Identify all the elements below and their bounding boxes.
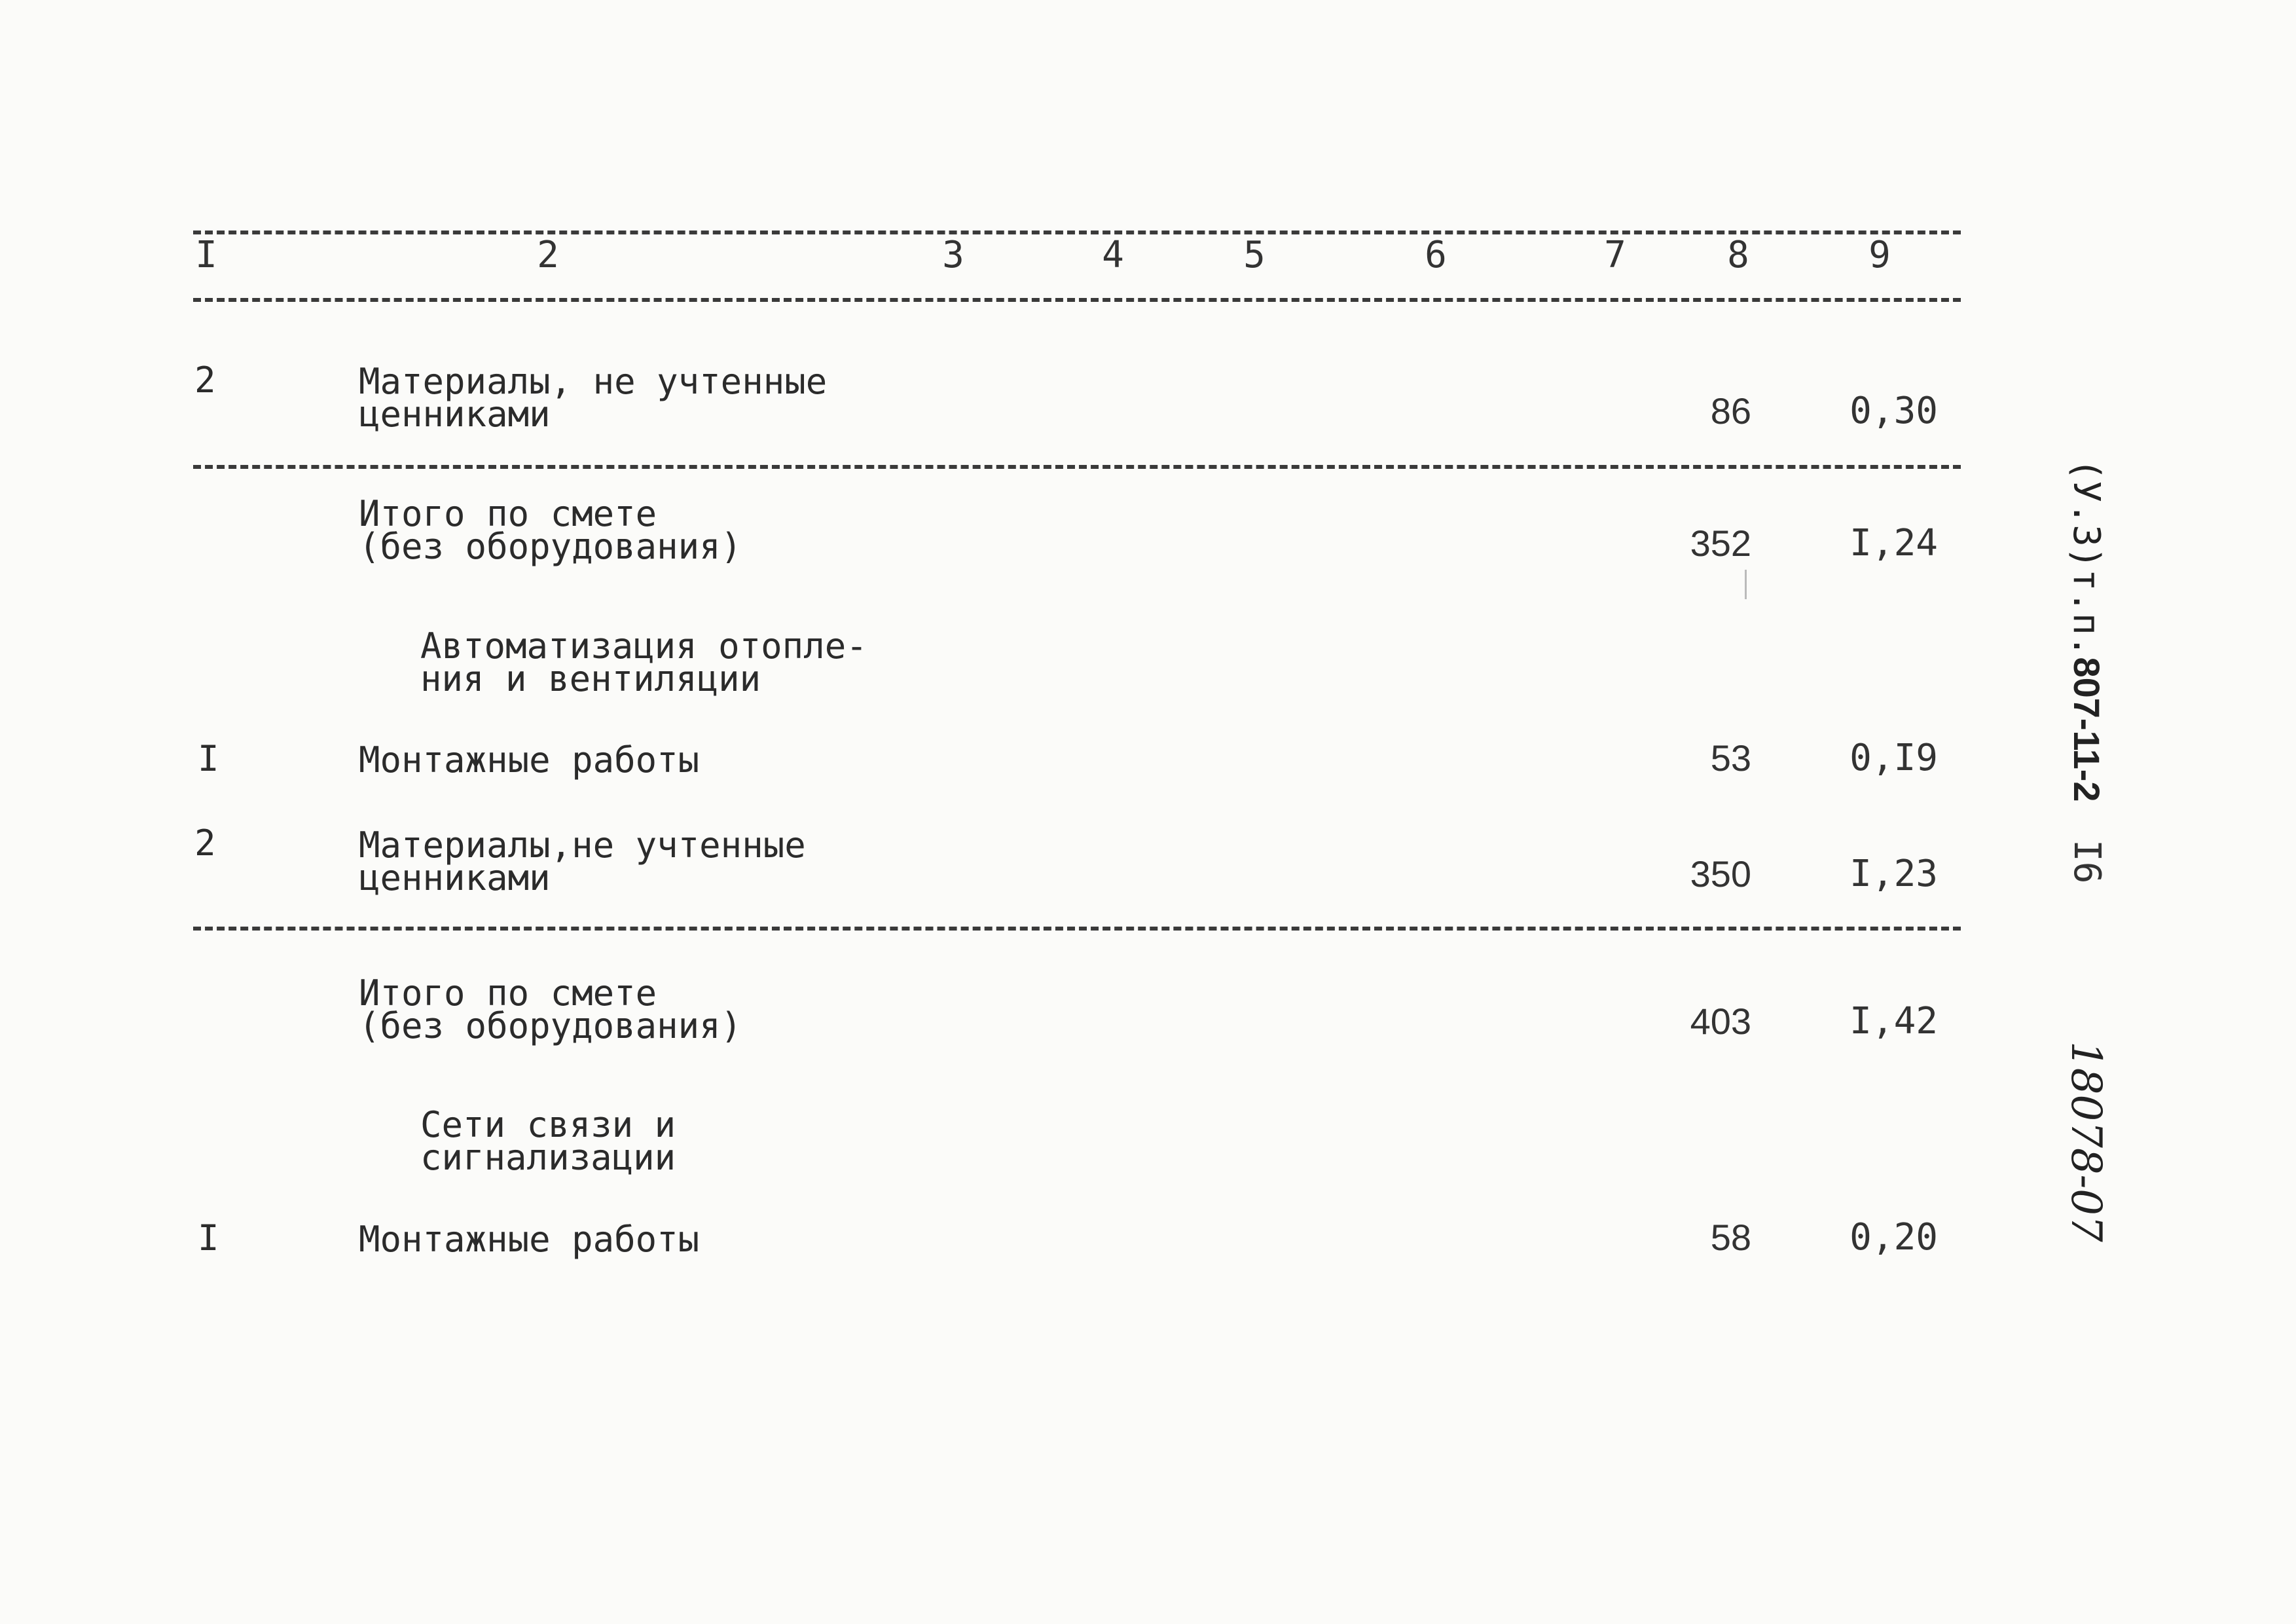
column-number: 6	[1425, 234, 1447, 276]
cost-col-9: I,23	[1850, 853, 1938, 895]
cost-col-9: I,24	[1850, 522, 1938, 564]
section-heading-line: ния и вентиляции	[420, 658, 761, 699]
column-number: I	[195, 234, 217, 276]
subtotal-label-line: (без оборудования)	[359, 1005, 742, 1046]
column-number: 8	[1727, 234, 1749, 276]
subtotal-rule	[193, 927, 1961, 931]
archive-number: 18078-07	[2062, 1041, 2110, 1242]
cost-col-8: 403	[1690, 1001, 1751, 1042]
subtotal-label-line: (без оборудования)	[359, 526, 742, 567]
pencil-mark	[1745, 570, 1747, 599]
row-number: 2	[194, 360, 216, 401]
column-number: 7	[1604, 234, 1626, 276]
subtotal-label-line: Итого по смете	[359, 493, 657, 534]
cost-col-9: 0,I9	[1850, 737, 1938, 779]
section-heading-line: сигнализации	[420, 1137, 676, 1178]
header-bottom-rule	[193, 298, 1961, 302]
cost-col-8: 58	[1710, 1217, 1751, 1258]
item-name-line: Материалы, не учтенные	[359, 361, 828, 402]
column-number: 2	[537, 234, 559, 276]
item-name-line: ценниками	[359, 857, 551, 898]
subtotal-label-line: Итого по смете	[359, 972, 657, 1014]
document-code	[2065, 458, 2107, 802]
column-number: 9	[1868, 234, 1891, 276]
item-name-line: Монтажные работы	[359, 1219, 700, 1260]
subtotal-rule	[193, 465, 1961, 469]
cost-col-8: 350	[1690, 853, 1751, 895]
document-code-prefix: (У.3)т.п.	[2065, 458, 2107, 657]
row-number: I	[198, 738, 219, 779]
item-name-line: Монтажные работы	[359, 739, 700, 781]
cost-col-9: 0,30	[1850, 390, 1938, 432]
column-number: 3	[942, 234, 964, 276]
column-number: 4	[1102, 234, 1124, 276]
cost-col-9: I,42	[1850, 1000, 1938, 1043]
column-number: 5	[1243, 234, 1266, 276]
row-number: 2	[194, 822, 216, 864]
section-heading-line: Сети связи и	[420, 1104, 676, 1145]
cost-col-8: 53	[1710, 737, 1751, 779]
page-number: I6	[2066, 840, 2108, 884]
row-number: I	[198, 1217, 219, 1259]
cost-col-9: 0,20	[1850, 1216, 1938, 1259]
cost-col-8: 86	[1710, 390, 1751, 432]
section-heading-line: Автоматизация отопле-	[420, 625, 867, 667]
document-code-number: 807-11-2	[2066, 657, 2107, 802]
header-top-rule	[193, 231, 1961, 234]
cost-col-8: 352	[1690, 523, 1751, 564]
item-name-line: ценниками	[359, 394, 551, 435]
item-name-line: Материалы,не учтенные	[359, 824, 806, 866]
